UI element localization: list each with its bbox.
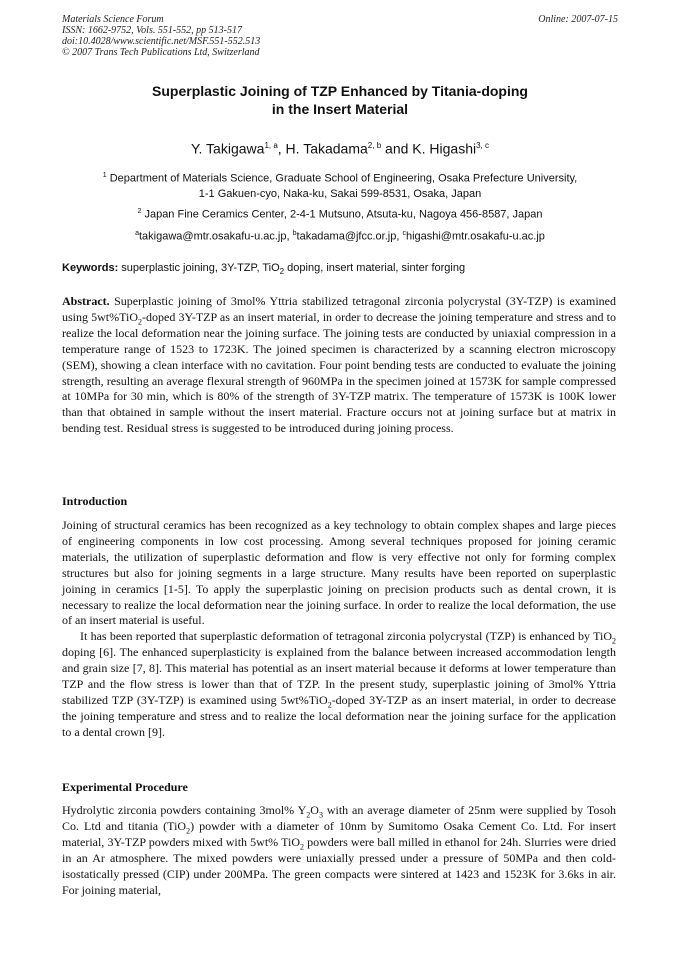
online-date: Online: 2007-07-15 xyxy=(538,14,618,25)
intro-p2-subscript-1: 2 xyxy=(612,636,616,646)
intro-p2-text-2: doping [6]. The enhanced superplasticity is explained from the balance between increased accommodation length and grain size [7, 8]. This material has potential as an insert material because it deforms at lower temperature than TZP and the flow stress is lower than that of TZP. In the present study, superplastic joining of 3mol% Yttria stabilized TZP (3Y-TZP) is examined using 5wt%TiO xyxy=(62,645,616,707)
email-b[interactable]: takadama@jfcc.or.jp, xyxy=(296,230,403,243)
abstract-text-1: Superplastic joining of 3mol% Yttria stabilized tetragonal zirconia polycrystal (3Y-TZP) is examined using 5wt%TiO xyxy=(62,294,616,324)
affiliation-2-text: Japan Fine Ceramics Center, 2-4-1 Mutsuno, Atsuta-ku, Nagoya 456-8587, Japan xyxy=(144,208,543,221)
exp-subscript-2: 3 xyxy=(318,810,323,820)
affiliation-1 xyxy=(62,168,618,202)
exp-subscript-4: 2 xyxy=(299,842,304,852)
email-c-marker: c xyxy=(402,230,406,237)
intro-p2-text-3: -doped 3Y-TZP as an insert material, in order to decrease the joining temperature and stress and to realize the local deformation near the joining surface for the application to a dental crown [9]. xyxy=(62,692,617,739)
experimental-body xyxy=(62,803,616,898)
exp-text-4: ) powder with a diameter of 10nm by Sumitomo Osaka Cement Co. Ltd. For insert material, 3Y-TZP powders mixed with 5wt% TiO xyxy=(62,818,616,849)
affiliation-2-marker: 2 xyxy=(137,208,142,215)
exp-text-1: Hydrolytic zirconia powders containing 3mol% Y xyxy=(62,803,307,817)
abstract xyxy=(62,294,616,437)
email-list xyxy=(62,226,618,245)
introduction-heading: Introduction xyxy=(62,494,128,508)
keywords-text-2: doping, insert material, sinter forging xyxy=(284,262,466,274)
abstract-text-2: -doped 3Y-TZP as an insert material, in order to decrease the joining temperature and stress and to realize the local deformation near the joining surface. The joining tests are conducted by uniaxial compression in a temperature range of 1523 to 1723K. The joined specimen is characterized by a scanning electron microscopy (SEM), showing a clean interface with no cavitation. Four point bending tests are conducted to evaluate the joining strength, resulting an average flexural strength of 960MPa in the specimen joined at 1573K for sample compressed at 10MPa for 30 min, which is 80% of the strength of 3Y-TZP matrix. The temperature of 1573K is 100K lower than that obtained in sample without the insert material. Fracture occurs not at joining surface but at matrix in bending test. Residual stress is suggested to be introduced during joining process. xyxy=(62,309,616,436)
journal-header xyxy=(62,14,618,58)
affiliation-1-marker: 1 xyxy=(102,172,107,179)
email-a[interactable]: takigawa@mtr.osakafu-u.ac.jp, xyxy=(138,230,293,243)
abstract-subscript: 2 xyxy=(138,317,143,327)
email-c[interactable]: higashi@mtr.osakafu-u.ac.jp xyxy=(405,230,545,243)
exp-text-3: with an average diameter of 25nm were supplied by Tosoh Co. Ltd and titania (TiO xyxy=(62,803,616,833)
intro-p2-subscript-2: 2 xyxy=(327,700,332,710)
affiliation-2 xyxy=(62,204,618,223)
journal-name: Materials Science Forum xyxy=(62,14,164,25)
exp-subscript-1: 2 xyxy=(306,810,311,820)
author-2: , H. Takadama xyxy=(277,140,368,157)
author-3-marker: 3, c xyxy=(476,141,489,150)
journal-issn: ISSN: 1662-9752, Vols. 551-552, pp 513-517 xyxy=(62,25,242,36)
introduction-paragraph-1: Joining of structural ceramics has been recognized as a key technology to obtain complex shapes and large pieces of engineering components in low cost processing. Among several techniques proposed for joining ceramic materials, the utilization of superplastic deformation and flow is very effective not only for forming complex structures but also for joining segments in a large structure. Many results have been reported on superplastic joining in ceramics [1-5]. To apply the superplastic joining on precision products such as dental crown, it is necessary to realize the local deformation near the joining surface. In order to realize the local deformation, the use of an insert material is useful. xyxy=(62,518,616,628)
introduction-body xyxy=(62,518,616,741)
author-1-marker: 1, a xyxy=(264,141,278,150)
title-line-1: Superplastic Joining of TZP Enhanced by Titania-doping xyxy=(152,83,528,99)
email-a-marker: a xyxy=(135,230,139,237)
author-2-marker: 2, b xyxy=(367,141,382,150)
exp-subscript-3: 2 xyxy=(186,826,191,836)
journal-doi: doi:10.4028/www.scientific.net/MSF.551-552.513 xyxy=(62,36,261,47)
affiliation-1-line-2: 1-1 Gakuen-cyo, Naka-ku, Sakai 599-8531, Osaka, Japan xyxy=(198,187,482,200)
keywords-subscript: 2 xyxy=(279,267,285,277)
exp-text-5: powders were ball milled in ethanol for 24h. Slurries were dried in an Ar atmosphere. The mixed powders were uniaxially pressed under a pressure of 50MPa and then cold-isostatically pressed (CIP) under 200MPa. The green compacts were sintered at 1423 and 1523K for 3.6ks in air. For joining material, xyxy=(62,834,616,897)
author-1: Y. Takigawa xyxy=(191,140,265,157)
journal-copyright: © 2007 Trans Tech Publications Ltd, Switzerland xyxy=(62,47,260,58)
introduction-paragraph-2 xyxy=(62,629,616,740)
keywords-text-1: superplastic joining, 3Y-TZP, TiO xyxy=(118,262,280,274)
keywords xyxy=(62,261,618,279)
paper-title xyxy=(62,82,618,118)
email-b-marker: b xyxy=(292,230,297,237)
author-3: and K. Higashi xyxy=(381,140,477,157)
exp-text-2: O xyxy=(310,803,319,817)
abstract-label: Abstract. xyxy=(62,294,110,308)
author-list xyxy=(62,137,618,158)
affiliation-1-line-1: Department of Materials Science, Graduate School of Engineering, Osaka Prefecture University, xyxy=(109,172,578,185)
title-line-2: in the Insert Material xyxy=(271,101,409,117)
experimental-heading: Experimental Procedure xyxy=(62,780,188,794)
intro-p2-text-1: It has been reported that superplastic deformation of tetragonal zirconia polycrystal (TZP) is enhanced by TiO xyxy=(80,629,612,644)
keywords-label: Keywords: xyxy=(62,262,119,274)
